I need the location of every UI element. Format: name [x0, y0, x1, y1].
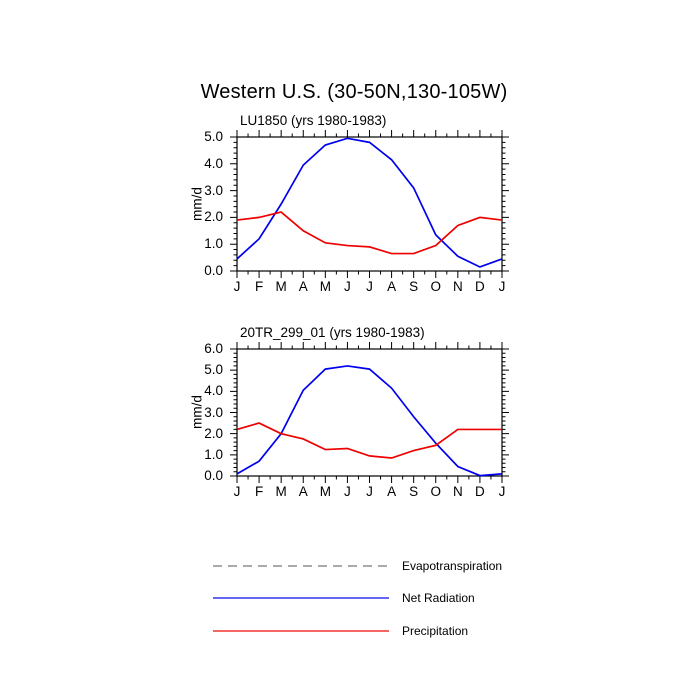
month-label: A: [387, 484, 397, 499]
precipitation-line-sample: [213, 630, 389, 632]
month-label: J: [233, 279, 241, 294]
month-label: F: [254, 279, 264, 294]
plot-frame: [237, 137, 502, 271]
axis-ticks: [230, 342, 509, 483]
month-label: N: [452, 279, 463, 294]
y-tick-label: 0.0: [204, 468, 223, 483]
y-tick-label: 1.0: [204, 446, 223, 462]
month-label: J: [344, 484, 351, 499]
legend-label-precipitation: Precipitation: [402, 624, 469, 638]
y-tick-label: 5.0: [204, 129, 223, 144]
precipitation-curve: [237, 423, 502, 458]
y-tick-label: 6.0: [204, 341, 223, 356]
month-label: A: [298, 484, 308, 499]
month-label: M: [319, 279, 331, 294]
y-tick-label: 2.0: [204, 209, 223, 225]
panel1-y-axis-label: mm/d: [189, 187, 205, 221]
month-label: M: [275, 484, 287, 499]
legend-label-evapotranspiration: Evapotranspiration: [402, 559, 503, 573]
month-label: J: [366, 279, 373, 294]
chart-panel-1: [223, 123, 516, 285]
y-tick-label: 4.0: [204, 155, 223, 171]
month-label: S: [409, 279, 419, 294]
panel2-y-axis-label: mm/d: [189, 395, 205, 429]
month-label: S: [409, 484, 419, 499]
legend-row-evapotranspiration: [213, 558, 502, 574]
plot-frame: [237, 349, 502, 476]
month-label: J: [498, 484, 506, 499]
net-radiation-curve: [237, 366, 502, 476]
month-label: M: [275, 279, 287, 294]
panel2-title: 20TR_299_01 (yrs 1980-1983): [240, 325, 425, 340]
month-label: N: [452, 484, 463, 499]
y-tick-label: 1.0: [204, 236, 223, 252]
month-label: J: [366, 484, 373, 499]
y-tick-label: 0.0: [204, 263, 223, 278]
legend-row-net-radiation: [213, 590, 475, 606]
month-label: O: [430, 484, 441, 499]
y-tick-label: 3.0: [204, 182, 223, 198]
month-label: D: [475, 484, 485, 499]
month-label: D: [475, 279, 485, 294]
month-label: J: [498, 279, 506, 294]
month-label: A: [387, 279, 397, 294]
month-label: J: [233, 484, 241, 499]
month-label: O: [430, 279, 441, 294]
panel1-title: LU1850 (yrs 1980-1983): [240, 113, 387, 128]
figure-title: Western U.S. (30-50N,130-105W): [200, 81, 508, 103]
axis-ticks: [230, 130, 509, 278]
month-label: J: [344, 279, 351, 294]
month-label: M: [319, 484, 331, 499]
y-tick-label: 2.0: [204, 425, 223, 441]
net-radiation-line-sample: [213, 597, 389, 599]
chart-panel-2: [223, 335, 516, 490]
y-tick-label: 5.0: [204, 362, 223, 378]
evapotranspiration-line-sample: [213, 565, 389, 567]
month-label: F: [254, 484, 264, 499]
legend-label-net-radiation: Net Radiation: [402, 591, 475, 605]
legend-row-precipitation: [213, 623, 468, 639]
month-label: A: [298, 279, 308, 294]
y-tick-label: 4.0: [204, 383, 223, 399]
precipitation-curve: [237, 212, 502, 254]
y-tick-label: 3.0: [204, 404, 223, 420]
